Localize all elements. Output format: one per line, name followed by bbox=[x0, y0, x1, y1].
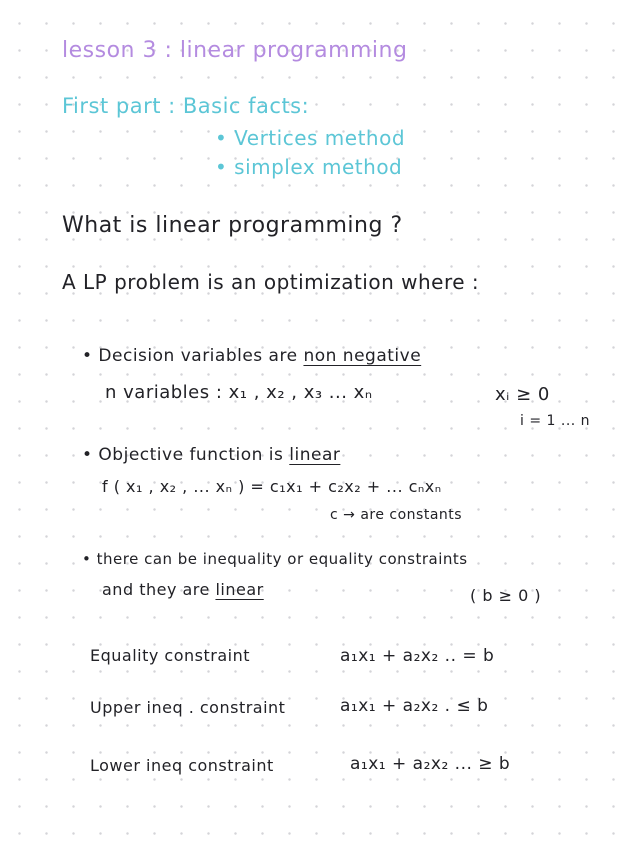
b-condition: ( b ≥ 0 ) bbox=[470, 586, 542, 605]
upper-constraint-label: Upper ineq . constraint bbox=[90, 698, 286, 717]
constants-note: c → are constants bbox=[330, 507, 463, 523]
variables-line: n variables : x₁ , x₂ , x₃ ... xₙ bbox=[105, 382, 373, 403]
method-item-simplex: • simplex method bbox=[215, 155, 403, 179]
bullet-objective-function bbox=[82, 447, 340, 464]
lower-constraint-label: Lower ineq constraint bbox=[90, 756, 274, 775]
definition-line: A LP problem is an optimization where : bbox=[62, 270, 480, 294]
underlined-term: linear bbox=[289, 445, 341, 465]
lesson-title: lesson 3 : linear programming bbox=[62, 38, 408, 63]
constraints-linear-line bbox=[102, 582, 264, 598]
first-part-heading: First part : Basic facts: bbox=[62, 94, 310, 118]
objective-formula: f ( x₁ , x₂ , ... xₙ ) = c₁x₁ + c₂x₂ + ... cₙxₙ bbox=[102, 477, 442, 496]
upper-constraint-expr: a₁x₁ + a₂x₂ . ≤ b bbox=[340, 696, 489, 716]
index-range: i = 1 ... n bbox=[520, 413, 591, 429]
underlined-term: linear bbox=[215, 580, 264, 599]
nonneg-condition: xᵢ ≥ 0 bbox=[495, 384, 550, 405]
equality-constraint-expr: a₁x₁ + a₂x₂ .. = b bbox=[340, 646, 495, 666]
bullet-decision-variables bbox=[82, 348, 421, 365]
method-item-vertices: • Vertices method bbox=[215, 126, 406, 150]
bullet-text: • Decision variables are bbox=[82, 346, 304, 366]
bullet-text: • Objective function is bbox=[82, 445, 290, 465]
lower-constraint-expr: a₁x₁ + a₂x₂ ... ≥ b bbox=[350, 754, 511, 774]
underlined-term: non negative bbox=[303, 346, 422, 366]
line-prefix: and they are bbox=[102, 580, 216, 599]
equality-constraint-label: Equality constraint bbox=[90, 646, 251, 665]
bullet-constraints: • there can be inequality or equality constraints bbox=[82, 550, 468, 568]
question-heading: What is linear programming ? bbox=[62, 213, 403, 238]
